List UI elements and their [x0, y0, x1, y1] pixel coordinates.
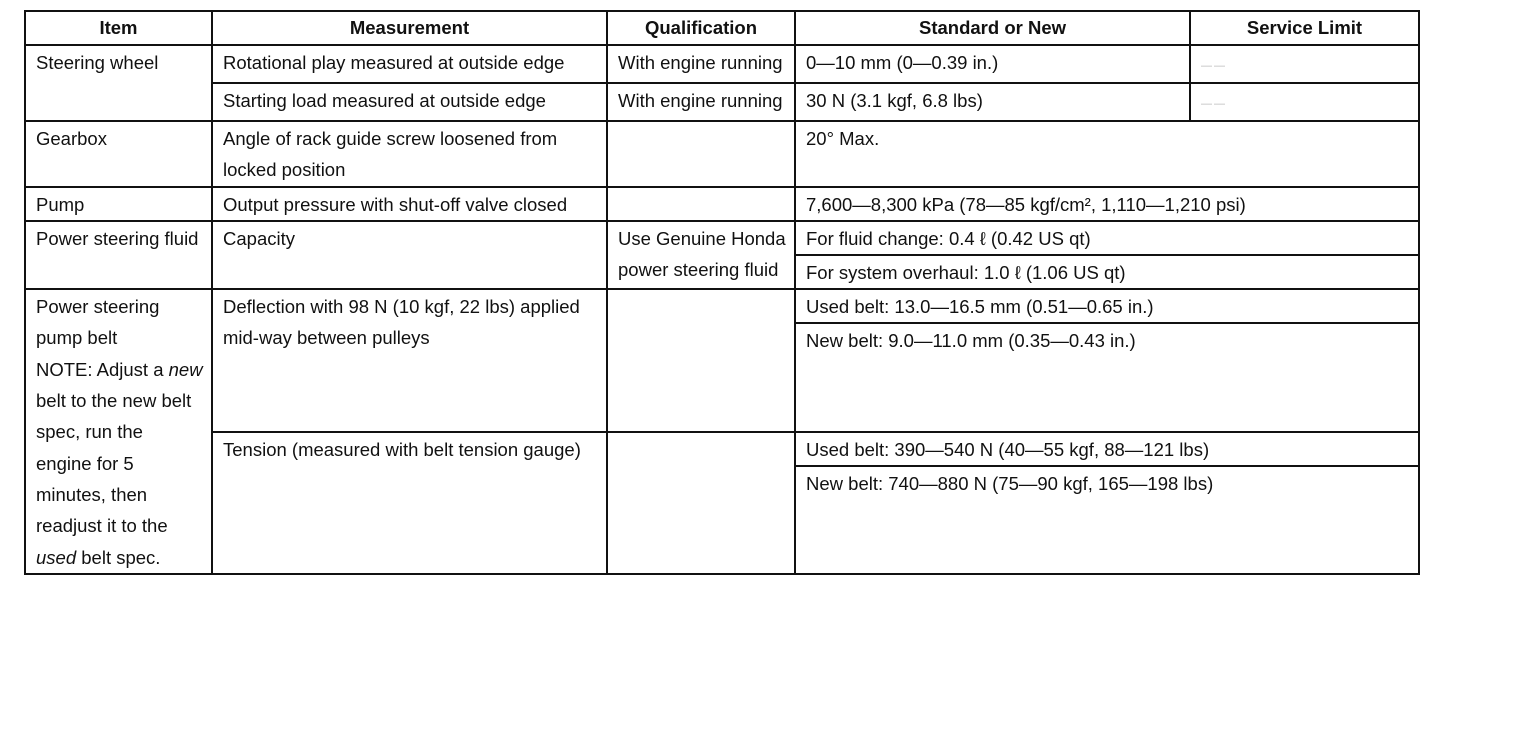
qualification-rotational-play: With engine running: [607, 45, 795, 83]
header-service-limit: Service Limit: [1190, 11, 1419, 45]
spec-table: [24, 10, 1420, 575]
standard-tension-used: Used belt: 390—540 N (40—55 kgf, 88—121 lbs): [806, 438, 1210, 460]
belt-note-used: used: [36, 546, 77, 568]
item-pump: Pump: [25, 187, 212, 221]
measurement-starting-load: Starting load measured at outside edge: [212, 83, 607, 121]
qualification-output-pressure: [607, 187, 795, 221]
item-pump-belt-label: Power steering pump belt: [36, 296, 160, 349]
belt-note-prefix: NOTE: Adjust a: [36, 358, 169, 380]
header-qualification: Qualification: [607, 11, 795, 45]
standard-tension: [795, 432, 1419, 574]
standard-starting-load: 30 N (3.1 kgf, 6.8 lbs): [795, 83, 1190, 121]
service-limit-starting-load: [1190, 83, 1419, 121]
measurement-output-pressure: Output pressure with shut-off valve closed: [212, 187, 607, 221]
item-fluid: Power steering fluid: [25, 221, 212, 289]
service-limit-dash: ——: [1201, 98, 1227, 110]
measurement-rack-guide: Angle of rack guide screw loosened from locked position: [212, 121, 607, 187]
header-item: Item: [25, 11, 212, 45]
standard-system-overhaul: For system overhaul: 1.0 ℓ (1.06 US qt): [796, 254, 1418, 288]
service-limit-dash: ——: [1201, 60, 1227, 72]
qualification-capacity: Use Genuine Honda power steering fluid: [607, 221, 795, 289]
service-limit-rotational-play: [1190, 45, 1419, 83]
table-row: [25, 45, 1419, 83]
header-row: [25, 11, 1419, 45]
table-row: [25, 221, 1419, 289]
table-row: [25, 289, 1419, 431]
table-row: [25, 432, 1419, 574]
standard-deflection-new: New belt: 9.0—11.0 mm (0.35—0.43 in.): [796, 322, 1418, 356]
standard-output-pressure: 7,600—8,300 kPa (78—85 kgf/cm², 1,110—1,210 psi): [795, 187, 1419, 221]
belt-note-suffix: belt spec.: [76, 546, 161, 568]
measurement-tension: Tension (measured with belt tension gauge): [212, 432, 607, 574]
standard-deflection: [795, 289, 1419, 431]
item-steering-wheel: Steering wheel: [25, 45, 212, 121]
standard-tension-new: New belt: 740—880 N (75—90 kgf, 165—198 lbs): [796, 465, 1418, 499]
standard-rack-guide: 20° Max.: [795, 121, 1419, 187]
table-row: [25, 83, 1419, 121]
measurement-capacity: Capacity: [212, 221, 607, 289]
header-standard: Standard or New: [795, 11, 1190, 45]
standard-deflection-used: Used belt: 13.0—16.5 mm (0.51—0.65 in.): [806, 296, 1154, 318]
belt-note-mid: belt to the new belt spec, run the engine for 5 minutes, then readjust it to the: [36, 390, 192, 537]
belt-note-new: new: [168, 358, 203, 380]
qualification-rack-guide: [607, 121, 795, 187]
qualification-deflection: [607, 289, 795, 431]
qualification-tension: [607, 432, 795, 574]
measurement-deflection: Deflection with 98 N (10 kgf, 22 lbs) applied mid-way between pulleys: [212, 289, 607, 431]
table-row: [25, 187, 1419, 221]
header-measurement: Measurement: [212, 11, 607, 45]
item-pump-belt: [25, 289, 212, 574]
table-row: [25, 121, 1419, 187]
measurement-rotational-play: Rotational play measured at outside edge: [212, 45, 607, 83]
standard-fluid-change: For fluid change: 0.4 ℓ (0.42 US qt): [806, 227, 1091, 249]
qualification-starting-load: With engine running: [607, 83, 795, 121]
standard-rotational-play: 0—10 mm (0—0.39 in.): [795, 45, 1190, 83]
item-gearbox: Gearbox: [25, 121, 212, 187]
standard-capacity: [795, 221, 1419, 289]
